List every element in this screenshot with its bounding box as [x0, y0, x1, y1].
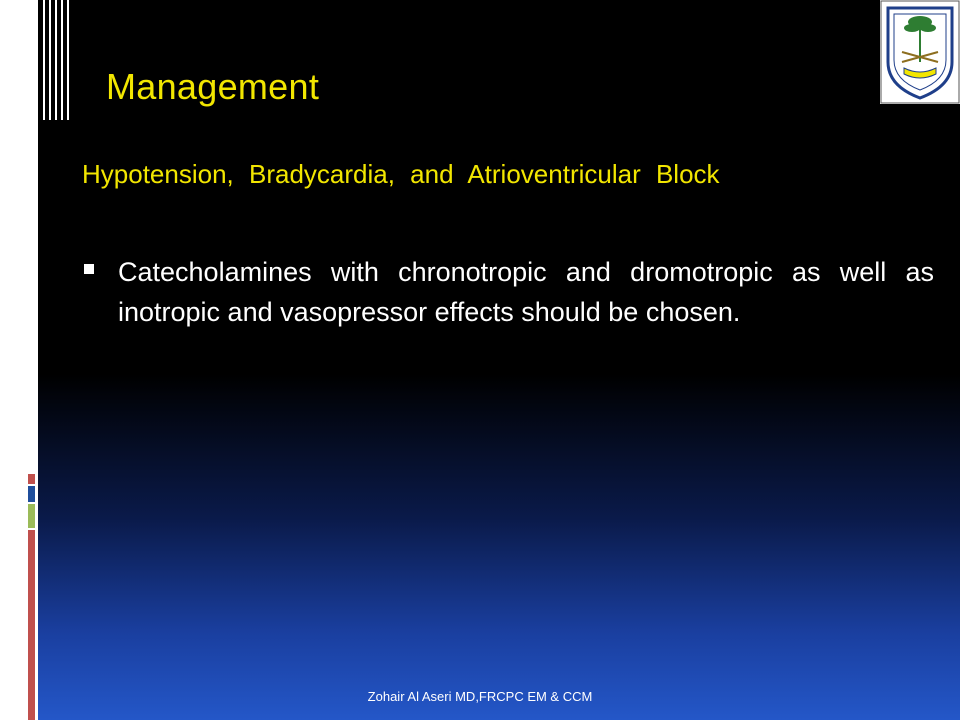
king-saud-university-seal-icon — [880, 0, 960, 104]
square-bullet-icon — [84, 264, 94, 274]
accent-bar-blue — [28, 486, 35, 502]
slide-footer: Zohair Al Aseri MD,FRCPC EM & CCM — [367, 689, 593, 704]
slide-title: Management — [106, 66, 320, 107]
bullet-text: Catecholamines with chronotropic and dromotropic as well as inotropic and vasopressor effects should be chosen. — [118, 257, 934, 327]
decorative-lines — [0, 0, 38, 130]
university-logo — [880, 0, 960, 104]
accent-bar-red-top — [28, 474, 35, 484]
accent-bar-green — [28, 504, 35, 528]
slide-subtitle: Hypotension, Bradycardia, and Atrioventricular Block — [82, 159, 720, 189]
slide-canvas — [38, 0, 960, 720]
decorative-vertical-lines — [38, 0, 78, 130]
